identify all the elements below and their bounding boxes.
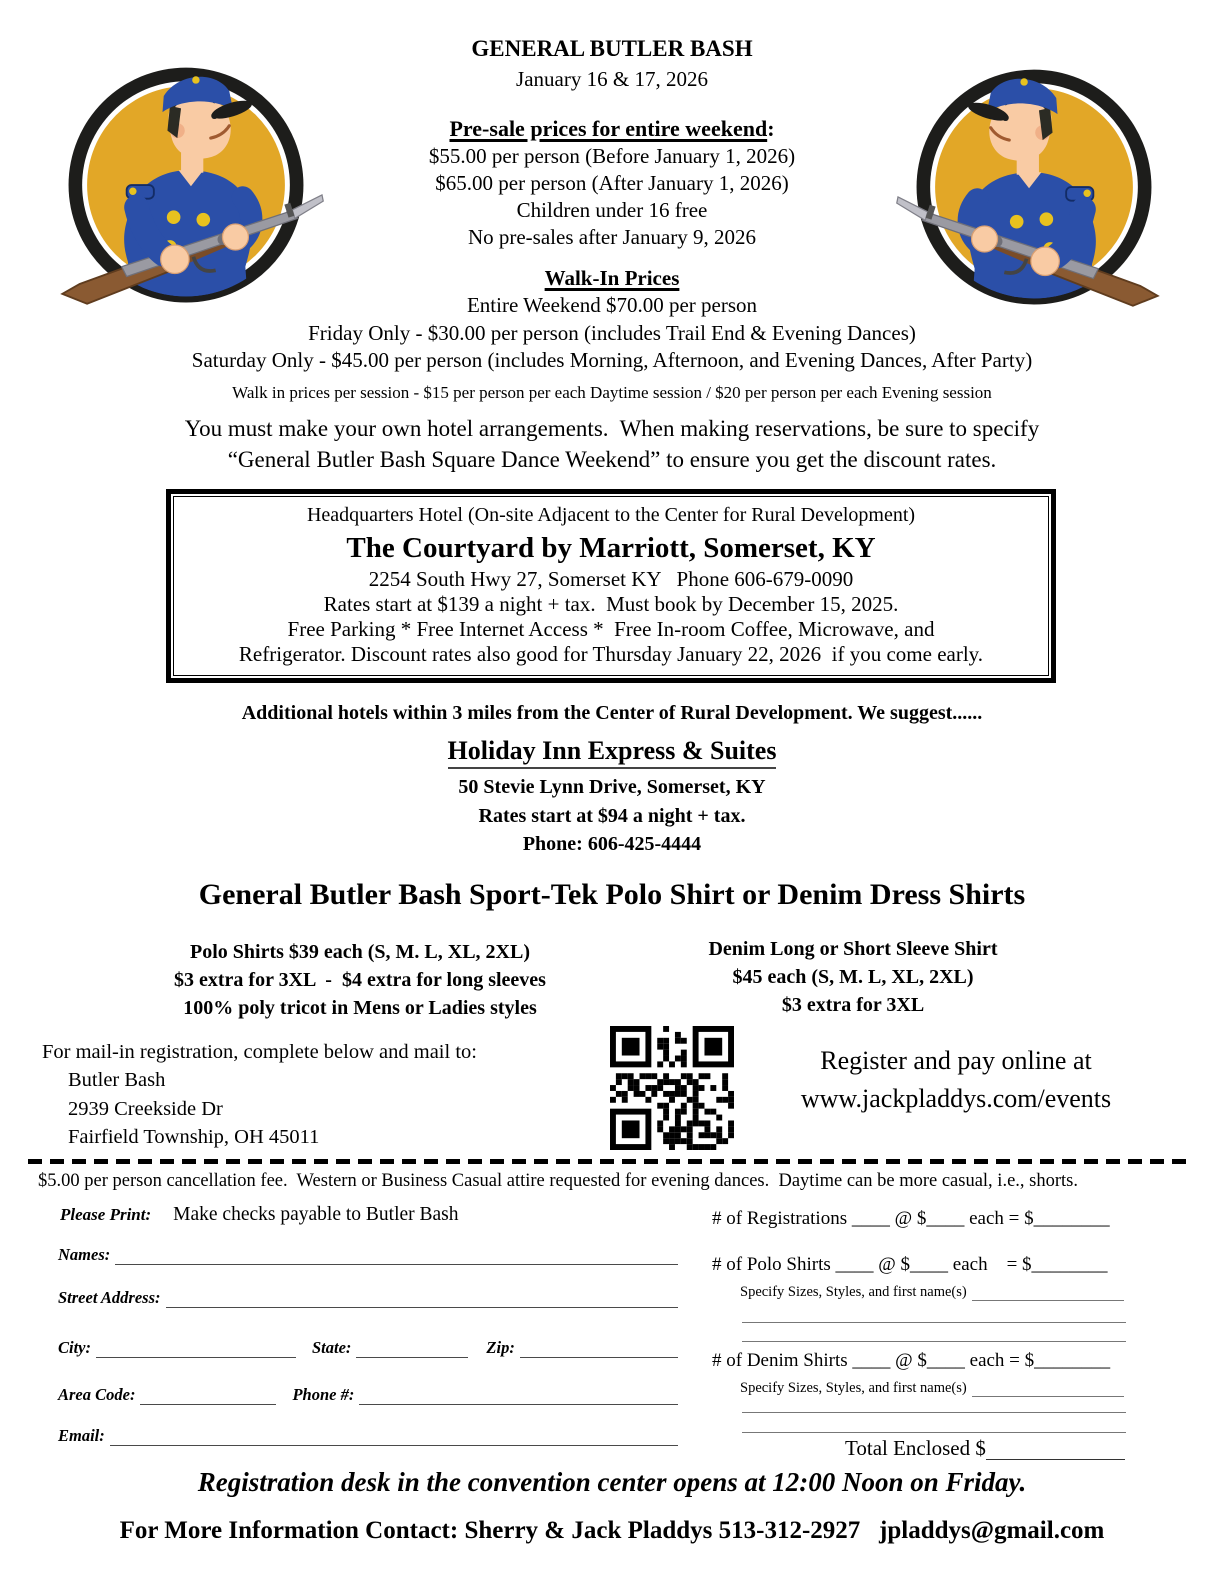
polo-line: $3 extra for 3XL - $4 extra for long sleeves (174, 969, 546, 991)
polo-specify-row (740, 1284, 1124, 1301)
registrations-row: # of Registrations ____ @ $____ each = $________ (712, 1208, 1110, 1229)
headquarters-hotel-box-inner (173, 496, 1049, 676)
presale-line: $65.00 per person (After January 1, 2026) (435, 171, 789, 195)
mailin-address-line: Fairfield Township, OH 45011 (68, 1125, 320, 1148)
holiday-inn-details (0, 773, 1224, 859)
names-input-line (115, 1243, 678, 1265)
email-label: Email: (58, 1426, 105, 1445)
holiday-inn-phone: Phone: 606-425-4444 (522, 833, 702, 855)
polo-shirt-details (120, 938, 600, 1022)
walkin-line: Entire Weekend $70.00 per person (466, 293, 758, 317)
please-print-row (60, 1204, 459, 1226)
register-online-block (748, 1042, 1164, 1117)
street-label: Street Address: (58, 1288, 161, 1307)
register-online-url: www.jackpladdys.com/events (800, 1083, 1112, 1113)
qr-code-wrap (610, 1026, 734, 1150)
hq-hotel-name: The Courtyard by Marriott, Somerset, KY (346, 532, 876, 564)
denim-shirts-row: # of Denim Shirts ____ @ $____ each = $________ (712, 1350, 1111, 1371)
walkin-line: Friday Only - $30.00 per person (includes Trail End & Evening Dances) (308, 320, 916, 345)
hotel-note-line1: You must make your own hotel arrangements. When making reservations, be sure to specify (184, 416, 1040, 441)
street-row (58, 1286, 678, 1308)
denim-specify-label: Specify Sizes, Styles, and first name(s) (740, 1380, 967, 1396)
shirts-heading: General Butler Bash Sport-Tek Polo Shirt or Denim Dress Shirts (198, 878, 1026, 911)
presale-line: No pre-sales after January 9, 2026 (467, 225, 757, 249)
walkin-heading-text: Walk-In Prices (544, 266, 680, 290)
state-input-line (356, 1336, 468, 1358)
area-code-input-line (140, 1383, 276, 1405)
walkin-heading (0, 266, 1224, 291)
walkin-session-note: Walk in prices per session - $15 per person per each Daytime session / $20 per person per each Evening session (232, 383, 992, 402)
denim-line: $3 extra for 3XL (781, 994, 925, 1016)
hq-hotel-perks1: Free Parking * Free Internet Access * Free In-room Coffee, Microwave, and (287, 617, 935, 641)
walkin-line: Saturday Only - $45.00 per person (includes Morning, Afternoon, and Evening Dances, After Party) (191, 348, 1033, 372)
hq-hotel-address: 2254 South Hwy 27, Somerset KY Phone 606-679-0090 (368, 567, 854, 591)
holiday-inn-rates: Rates start at $94 a night + tax. (478, 804, 746, 827)
mailin-address-line: 2939 Creekside Dr (68, 1097, 223, 1120)
street-input-line (166, 1286, 678, 1308)
total-enclosed-row (845, 1436, 1125, 1460)
checks-payable-text: Make checks payable to Butler Bash (173, 1204, 459, 1225)
holiday-inn-address: 50 Stevie Lynn Drive, Somerset, KY (458, 776, 766, 798)
presale-heading (0, 116, 1224, 142)
polo-specify-line (972, 1286, 1124, 1301)
holiday-inn-name (0, 736, 1224, 766)
event-title: GENERAL BUTLER BASH (471, 36, 753, 61)
city-input-line (96, 1336, 296, 1358)
please-print-label: Please Print: (60, 1205, 152, 1224)
cancellation-note: $5.00 per person cancellation fee. Western or Business Casual attire requested for evening dances. Daytime can be more casual, i.e., shorts. (38, 1171, 1078, 1191)
dashed-separator (28, 1159, 1194, 1164)
total-enclosed-label: Total Enclosed $ (845, 1436, 986, 1460)
mailin-block (42, 1038, 477, 1151)
hotel-arrangement-note (0, 413, 1224, 475)
area-code-label: Area Code: (58, 1385, 136, 1404)
hq-hotel-perks2: Refrigerator. Discount rates also good for Thursday January 22, 2026 if you come early. (238, 642, 984, 666)
presale-line: $55.00 per person (Before January 1, 2026) (428, 144, 796, 168)
polo-specify-label: Specify Sizes, Styles, and first name(s) (740, 1284, 967, 1300)
city-label: City: (58, 1338, 91, 1357)
city-state-zip-row (58, 1336, 678, 1358)
contact-info: For More Information Contact: Sherry & Jack Pladdys 513-312-2927 jpladdys@gmail.com (119, 1517, 1105, 1544)
polo-line: 100% poly tricot in Mens or Ladies styles (183, 997, 537, 1019)
zip-input-line (520, 1336, 678, 1358)
denim-line: Denim Long or Short Sleeve Shirt (708, 938, 998, 960)
presale-prices (0, 143, 1224, 251)
denim-extra-line (742, 1412, 1126, 1413)
zip-label: Zip: (486, 1338, 515, 1357)
names-row (58, 1243, 678, 1265)
phone-label: Phone #: (292, 1385, 355, 1404)
polo-shirts-row: # of Polo Shirts ____ @ $____ each = $________ (712, 1254, 1108, 1275)
register-online-line1: Register and pay online at (820, 1046, 1092, 1075)
mailin-intro: For mail-in registration, complete below and mail to: (42, 1041, 477, 1063)
event-date: January 16 & 17, 2026 (516, 67, 708, 91)
phone-row (58, 1383, 678, 1405)
presale-heading-colon: : (767, 116, 775, 141)
polo-extra-line (742, 1322, 1126, 1323)
denim-shirt-details (648, 935, 1058, 1019)
additional-hotels-note: Additional hotels within 3 miles from the Center of Rural Development. We suggest...... (241, 702, 983, 724)
total-enclosed-line (986, 1436, 1125, 1460)
qr-code (610, 1026, 734, 1150)
denim-specify-row (740, 1380, 1124, 1397)
names-label: Names: (58, 1245, 111, 1264)
email-row (58, 1424, 678, 1446)
hq-hotel-rates: Rates start at $139 a night + tax. Must book by December 15, 2025. (323, 592, 899, 616)
polo-line: Polo Shirts $39 each (S, M. L, XL, 2XL) (190, 941, 530, 963)
hotel-note-line2: “General Butler Bash Square Dance Weekend” to ensure you get the discount rates. (227, 447, 997, 472)
mailin-address-line: Butler Bash (68, 1069, 166, 1092)
headquarters-hotel-box (166, 489, 1056, 683)
presale-line: Children under 16 free (516, 198, 708, 222)
email-input-line (110, 1424, 678, 1446)
hq-hotel-intro: Headquarters Hotel (On-site Adjacent to the Center for Rural Development) (306, 504, 916, 526)
presale-heading-text: Pre-sale prices for entire weekend (449, 116, 768, 141)
denim-extra-line (742, 1432, 1126, 1433)
denim-line: $45 each (S, M. L, XL, 2XL) (732, 966, 974, 988)
state-label: State: (312, 1338, 352, 1357)
phone-input-line (359, 1383, 678, 1405)
denim-specify-line (972, 1382, 1124, 1397)
polo-extra-line (742, 1341, 1126, 1342)
walkin-prices (0, 292, 1224, 375)
holiday-inn-name-text: Holiday Inn Express & Suites (448, 736, 777, 769)
registration-desk-note: Registration desk in the convention center opens at 12:00 Noon on Friday. (197, 1467, 1027, 1497)
